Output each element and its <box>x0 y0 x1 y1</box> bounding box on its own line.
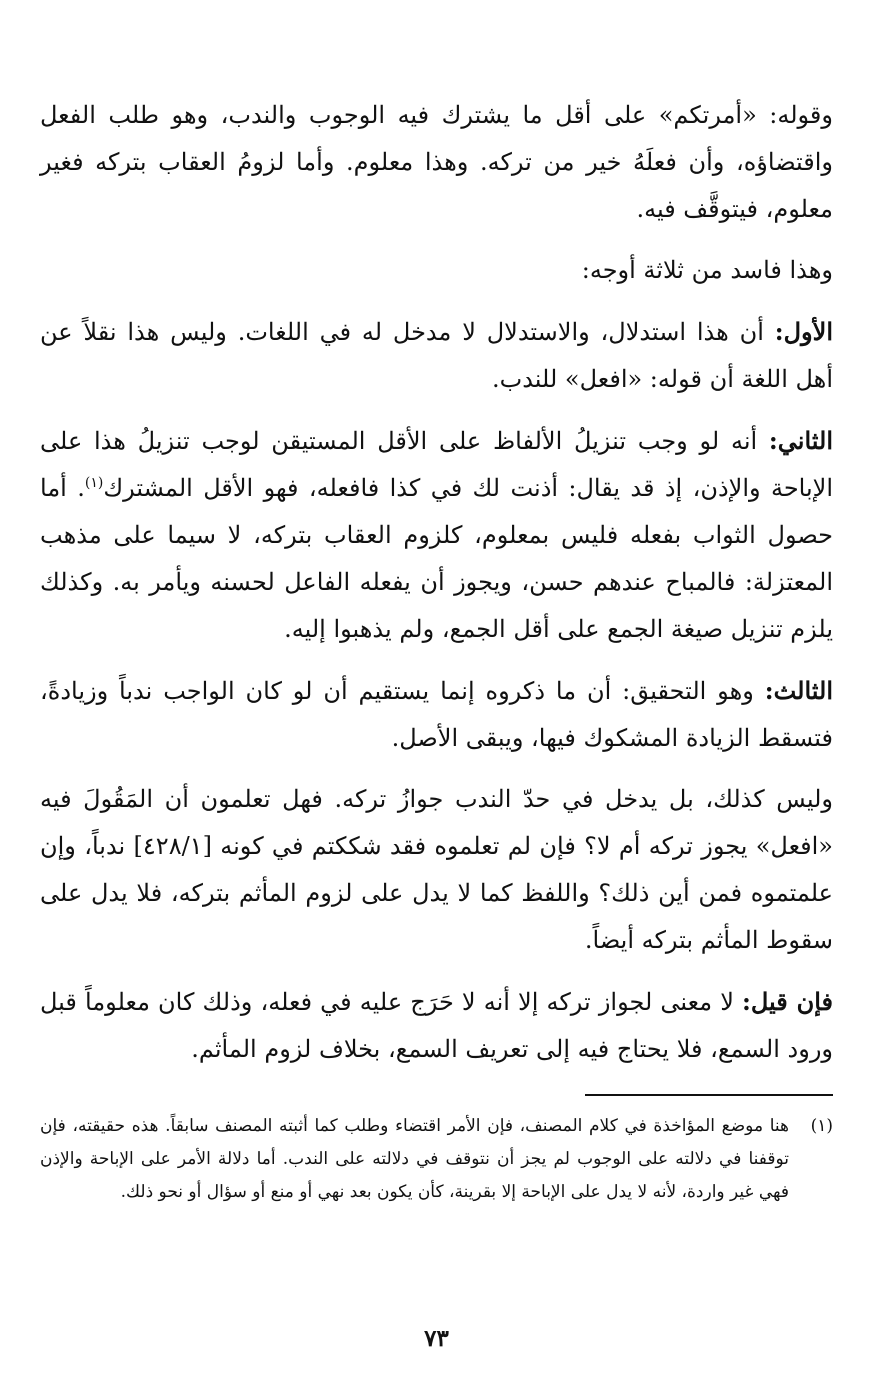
paragraph-text: أنه لو وجب تنزيلُ الألفاظ على الأقل المستيقن لوجب تنزيلُ هذا على الإباحة والإذن، إذ قد يقال: أذنت لك في كذا فافعله، فهو الأقل المشترك <box>40 427 834 502</box>
footnote-text: هنا موضع المؤاخذة في كلام المصنف، فإن الأمر اقتضاء وطلب كما أثبته المصنف سابقاً. هذه حقيقته، فإن توقفنا في دلالته على الوجوب لم يجز أن نتوقف في دلالته على الندب. أما دلالة الأمر على الإباحة والإذن فهي غير واردة، لأنه لا يدل على الإباحة إلا بقرينة، كأن يكون بعد نهي أو منع أو سؤال أو نحو ذلك. <box>40 1116 789 1202</box>
paragraph-second-aspect <box>40 417 833 653</box>
paragraph-lead: الثاني: <box>768 426 833 455</box>
paragraph-text: وهذا فاسد من ثلاثة أوجه: <box>581 256 833 284</box>
paragraph-third-aspect <box>40 667 833 762</box>
footnote-reference[interactable]: (١) <box>84 475 104 491</box>
page-number: ٧٣ <box>424 1325 449 1352</box>
paragraph-objection <box>40 978 833 1073</box>
paragraph-amartukum <box>40 92 833 233</box>
paragraph-three-aspects <box>40 247 833 294</box>
paragraph-lead: فإن قيل: <box>742 987 834 1016</box>
footnote-divider <box>585 1094 833 1096</box>
paragraph-lead: الثالث: <box>764 676 833 705</box>
footnotes <box>40 1110 833 1209</box>
footnote <box>40 1110 833 1209</box>
paragraph-first-aspect <box>40 308 833 403</box>
book-page <box>40 92 833 1382</box>
paragraph-text: أن هذا استدلال، والاستدلال لا مدخل له في اللغات. وليس هذا نقلاً عن أهل اللغة أن قوله: «افعل» للندب. <box>40 318 833 393</box>
paragraph-not-so <box>40 776 833 964</box>
paragraph-text: وهو التحقيق: أن ما ذكروه إنما يستقيم أن لو كان الواجب ندباً وزيادةً، فتسقط الزيادة المشكوك فيها، ويبقى الأصل. <box>40 677 833 752</box>
paragraph-text-continued: . أما حصول الثواب بفعله فليس بمعلوم، كلزوم العقاب بتركه، لا سيما على مذهب المعتزلة: فالمباح عندهم حسن، ويجوز أن يفعله الفاعل لحسنه ويأمر به. وكذلك يلزم تنزيل صيغة الجمع على أقل الجمع، ولم يذهبوا إليه. <box>40 474 833 643</box>
main-text <box>40 92 833 1073</box>
footnote-number: (١) <box>810 1116 833 1136</box>
paragraph-text: وليس كذلك، بل يدخل في حدّ الندب جوازُ تركه. فهل تعلمون أن المَقُولَ فيه «افعل» يجوز تركه أم لا؟ فإن لم تعلموه فقد شككتم في كونه [٤٢٨/١] ندباً، وإن علمتموه فمن أين ذلك؟ واللفظ كما لا يدل على لزوم المأثم بتركه، فلا يدل على سقوط المأثم بتركه أيضاً. <box>40 785 833 954</box>
paragraph-lead: الأول: <box>774 317 833 346</box>
paragraph-text: وقوله: «أمرتكم» على أقل ما يشترك فيه الوجوب والندب، وهو طلب الفعل واقتضاؤه، وأن فعلَهُ خير من تركه. وهذا معلوم. وأما لزومُ العقاب بتركه فغير معلوم، فيتوقَّف فيه. <box>40 101 833 223</box>
paragraph-text: لا معنى لجواز تركه إلا أنه لا حَرَج عليه في فعله، وذلك كان معلوماً قبل ورود السمع، فلا يحتاج فيه إلى تعريف السمع، بخلاف لزوم المأثم. <box>40 988 833 1063</box>
